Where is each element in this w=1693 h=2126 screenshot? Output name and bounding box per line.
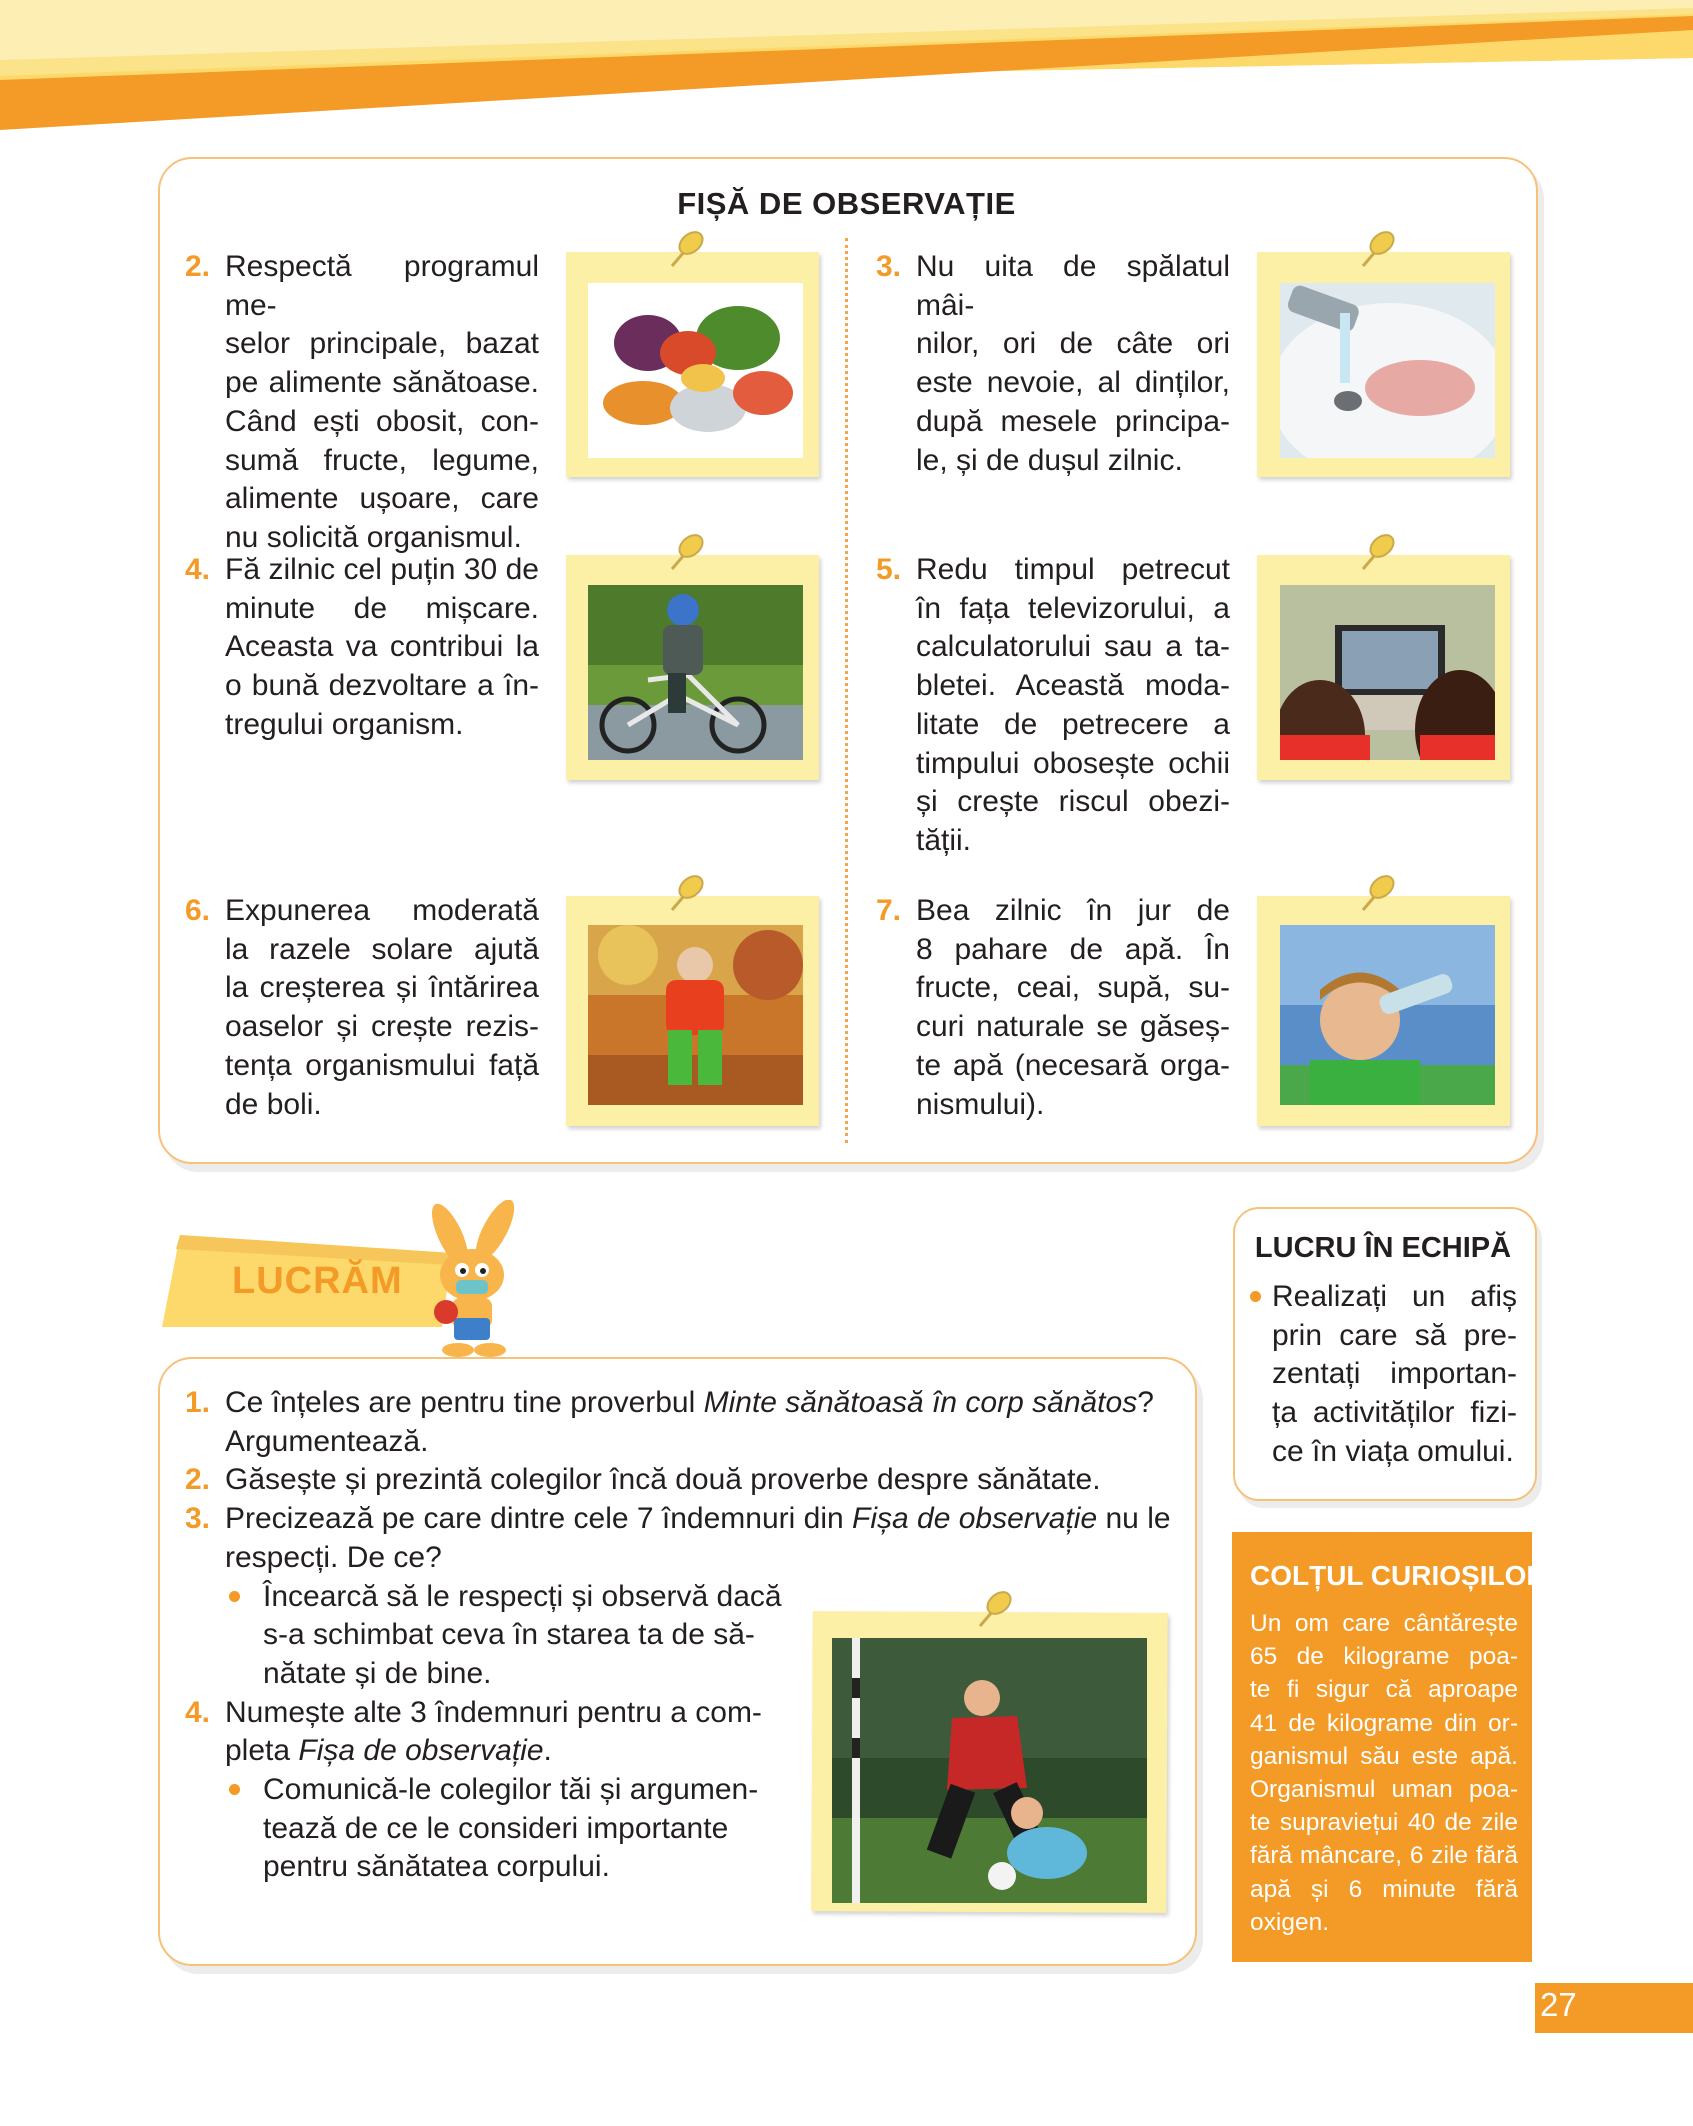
tip-line: 8 pahare de apă. În xyxy=(916,932,1230,966)
tip-line: pe alimente sănătoase. xyxy=(225,366,539,400)
tip-line: tența organismului față xyxy=(225,1048,539,1082)
team-line: Realizați un afiș xyxy=(1272,1280,1517,1313)
tip-line: curi naturale se găseș- xyxy=(916,1010,1230,1044)
task-text: Argumentează. xyxy=(225,1424,429,1458)
column-divider xyxy=(845,238,848,1143)
top-decorative-band xyxy=(0,0,1693,140)
tip-line: le, și de dușul zilnic. xyxy=(916,443,1183,477)
tip-number: 6. xyxy=(185,894,211,927)
team-line: prin care să pre- xyxy=(1272,1318,1517,1352)
task-number: 2. xyxy=(185,1463,211,1497)
tip-line: Când ești obosit, con- xyxy=(225,404,539,438)
task-text: Comunică-le colegilor tăi și argumen- xyxy=(263,1773,759,1806)
boy-drinking-water-photo xyxy=(1280,925,1495,1105)
team-work-title: LUCRU ÎN ECHIPĂ xyxy=(1254,1232,1512,1264)
task-item xyxy=(185,1384,1154,1461)
tip-line: după mesele principa- xyxy=(916,404,1230,438)
task-text: nătate și de bine. xyxy=(263,1656,492,1690)
task-bullet xyxy=(263,1578,782,1694)
task-line xyxy=(225,1423,1154,1462)
curiosity-line: 65 de kilograme poa- xyxy=(1250,1643,1518,1671)
tip-line: fructe, ceai, supă, su- xyxy=(916,971,1230,1005)
pushpin-icon xyxy=(664,872,708,916)
curiosity-corner-text xyxy=(1250,1607,1518,1939)
tip-line: Expunerea moderată xyxy=(225,894,539,927)
observation-tip xyxy=(876,248,1230,480)
task-text: Ce înțeles are pentru tine proverbul xyxy=(225,1386,704,1419)
pushpin-icon xyxy=(972,1588,1016,1632)
tip-number: 4. xyxy=(185,553,211,586)
task-bullet xyxy=(263,1771,758,1887)
tip-line: timpului obosește ochii xyxy=(916,746,1230,780)
task-text: pentru sănătatea corpului. xyxy=(263,1850,610,1884)
tip-line: selor principale, bazat xyxy=(225,327,539,361)
tip-line: oaselor și crește rezis- xyxy=(225,1010,539,1044)
task-line xyxy=(225,1384,1154,1423)
task-text: s-a schimbat ceva în starea ta de să- xyxy=(263,1618,755,1652)
observation-tip xyxy=(185,892,539,1124)
bullet-icon xyxy=(229,1784,240,1795)
tip-line: tății. xyxy=(916,823,972,857)
observation-sheet-title: FIȘĂ DE OBSERVAȚIE xyxy=(677,186,1016,221)
task-item xyxy=(185,1500,1171,1577)
task-text: . xyxy=(543,1734,552,1768)
task-text: Găsește și prezintă colegilor încă două proverbe despre sănătate. xyxy=(225,1463,1101,1497)
tip-line: este nevoie, al dinților, xyxy=(916,366,1230,400)
observation-tip xyxy=(185,551,539,745)
team-line: ța activităților fizi- xyxy=(1272,1396,1517,1430)
tip-line: Redu timpul petrecut xyxy=(916,553,1230,586)
pushpin-icon xyxy=(1355,228,1399,272)
task-item xyxy=(185,1694,762,1771)
bullet-icon xyxy=(229,1591,240,1602)
tip-line: tregului organism. xyxy=(225,707,464,741)
italic-text: Minte sănătoasă în corp sănătos xyxy=(703,1386,1138,1419)
football-photo xyxy=(832,1638,1147,1903)
task-line xyxy=(225,1694,762,1733)
observation-tip xyxy=(876,892,1230,1124)
tip-line: în fața televizorului, a xyxy=(916,591,1230,625)
task-line xyxy=(263,1655,782,1694)
task-number: 3. xyxy=(185,1502,211,1536)
observation-tip xyxy=(876,551,1230,861)
lucram-heading: LUCRĂM xyxy=(232,1260,403,1302)
task-line xyxy=(263,1771,758,1810)
tip-line: sumă fructe, legume, xyxy=(225,443,539,477)
task-item xyxy=(185,1461,1101,1500)
pushpin-icon xyxy=(1355,872,1399,916)
tip-line: la razele solare ajută xyxy=(225,932,539,966)
task-text: Încearcă să le respecți și observă dacă xyxy=(263,1579,782,1613)
tip-line: Bea zilnic în jur de xyxy=(916,894,1230,927)
tip-line: Fă zilnic cel puțin 30 de xyxy=(225,553,539,586)
curiosity-corner-title: COLȚUL CURIOȘILOR xyxy=(1250,1560,1547,1591)
task-number: 1. xyxy=(185,1386,211,1419)
task-line xyxy=(263,1848,758,1887)
child-on-bicycle-photo xyxy=(588,585,803,760)
tip-line: nu solicită organismul. xyxy=(225,520,522,554)
tip-line: la creșterea și întărirea xyxy=(225,971,539,1005)
tip-line: o bună dezvoltare a în- xyxy=(225,669,539,703)
task-text: Precizează pe care dintre cele 7 îndemnuri din xyxy=(225,1502,853,1536)
bullet-icon xyxy=(1250,1291,1261,1302)
rabbit-mascot-icon xyxy=(400,1200,550,1360)
task-line xyxy=(225,1539,1171,1578)
team-work-text xyxy=(1272,1278,1517,1472)
tip-number: 7. xyxy=(876,894,902,927)
task-line xyxy=(263,1616,782,1655)
team-line: ce în viața omului. xyxy=(1272,1434,1514,1468)
task-number: 4. xyxy=(185,1695,211,1729)
page-number: 27 xyxy=(1540,1986,1577,2023)
task-text: ? xyxy=(1137,1386,1154,1419)
curiosity-line: fără mâncare, 6 zile fără xyxy=(1250,1842,1518,1870)
task-text: nu le xyxy=(1097,1502,1171,1536)
curiosity-line: te fi sigur că aproape xyxy=(1250,1676,1518,1704)
curiosity-line: ganismul său este apă. xyxy=(1250,1742,1518,1770)
tip-line: Respectă programul me- xyxy=(225,250,539,322)
tip-number: 5. xyxy=(876,553,902,586)
task-line xyxy=(225,1461,1101,1500)
tip-line: Aceasta va contribui la xyxy=(225,630,539,664)
tip-line: alimente ușoare, care xyxy=(225,482,539,516)
pushpin-icon xyxy=(1355,531,1399,575)
pushpin-icon xyxy=(664,228,708,272)
team-line: zentați importan- xyxy=(1272,1357,1517,1391)
italic-text: Fișa de observație xyxy=(298,1734,544,1768)
task-line xyxy=(225,1732,762,1771)
curiosity-line: Un om care cântărește xyxy=(1250,1610,1518,1637)
tip-line: și crește riscul obezi- xyxy=(916,785,1230,819)
tip-number: 3. xyxy=(876,250,902,283)
curiosity-line: te supraviețui 40 de zile xyxy=(1250,1809,1518,1837)
task-text: Numește alte 3 îndemnuri pentru a com- xyxy=(225,1695,762,1729)
observation-tip xyxy=(185,248,539,558)
curiosity-line: 41 de kilograme din or- xyxy=(1250,1709,1518,1737)
tip-line: litate de petrecere a xyxy=(916,707,1230,741)
tip-line: bletei. Această moda- xyxy=(916,669,1230,703)
hand-washing-photo xyxy=(1280,283,1495,458)
tip-line: Nu uita de spălatul mâi- xyxy=(916,250,1230,322)
healthy-food-photo xyxy=(588,283,803,458)
curiosity-line: Organismul uman poa- xyxy=(1250,1776,1518,1804)
tip-line: te apă (necesară orga- xyxy=(916,1048,1230,1082)
curiosity-line: apă și 6 minute fără xyxy=(1250,1875,1518,1903)
tip-line: nismului). xyxy=(916,1087,1045,1121)
tip-line: de boli. xyxy=(225,1087,322,1121)
task-text: respecți. De ce? xyxy=(225,1540,442,1574)
child-in-autumn-leaves-photo xyxy=(588,925,803,1105)
tip-line: calculatorului sau a ta- xyxy=(916,630,1230,664)
pushpin-icon xyxy=(664,531,708,575)
children-watching-tv-photo xyxy=(1280,585,1495,760)
task-line xyxy=(263,1810,758,1849)
tip-number: 2. xyxy=(185,250,211,283)
task-text: pleta xyxy=(225,1734,299,1768)
tip-line: minute de mișcare. xyxy=(225,591,539,625)
italic-text: Fișa de observație xyxy=(852,1502,1098,1536)
task-line xyxy=(225,1500,1171,1539)
curiosity-line: oxigen. xyxy=(1250,1908,1330,1936)
task-text: tează de ce le consideri importante xyxy=(263,1811,729,1845)
tip-line: nilor, ori de câte ori xyxy=(916,327,1230,361)
task-line xyxy=(263,1578,782,1617)
